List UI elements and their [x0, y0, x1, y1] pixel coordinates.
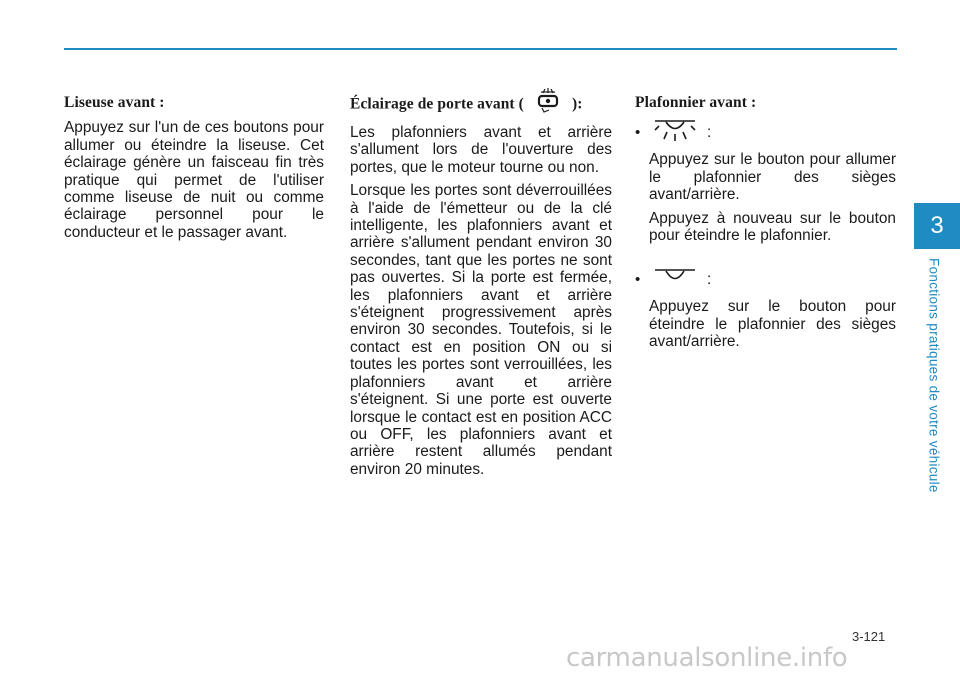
- chapter-number-tab: 3: [914, 203, 960, 249]
- door-light-heading-text: Éclairage de porte avant (: [350, 95, 524, 113]
- header-rule: [64, 48, 897, 50]
- chapter-title-text: Fonctions pratiques de votre véhicule: [926, 258, 942, 493]
- section-heading-ceiling-light: Plafonnier avant :: [635, 94, 757, 111]
- watermark: carmanualsonline.info: [566, 643, 848, 673]
- page-number: 3-121: [852, 629, 886, 644]
- door-light-paragraph-2: Lorsque les portes sont déverrouillées à l'aide de l'émetteur ou de la clé intelligente, les plafonniers avant et arrière s'allument pendant environ 30 secondes, tant que les portes ne sont pas ouvertes. Si la porte est fermée, les plafonniers avant et arrière s'éteignent progressivement après environ 30 secondes. Toutefois, si le contact est en position ON ou si toutes les portes sont verrouillées, les plafonniers avant et arrière s'éteignent. Si une porte est ouverte lorsque le contact est en position ACC ou OFF, les plafonniers avant et arrière restent allumés pendant environ 20 minutes.: [350, 182, 612, 478]
- lamp-on-icon: [649, 117, 701, 147]
- ceiling-light-item-off: [635, 266, 896, 292]
- section-heading-door-light: [350, 94, 612, 116]
- colon: :: [707, 123, 712, 141]
- colon: :: [707, 270, 712, 288]
- column-door-light: [350, 88, 612, 484]
- section-heading-reading-light: Liseuse avant :: [64, 94, 165, 111]
- column-reading-light: [64, 88, 324, 247]
- ceiling-light-on-paragraph-1: Appuyez sur le bouton pour allumer le plafonnier des sièges avant/arrière.: [649, 151, 896, 204]
- ceiling-light-off-paragraph: Appuyez sur le bouton pour éteindre le plafonnier des sièges avant/arrière.: [649, 298, 896, 351]
- chapter-title-vertical: [923, 258, 945, 508]
- door-light-paragraph-1: Les plafonniers avant et arrière s'allument lors de l'ouverture des portes, que le moteur tourne ou non.: [350, 124, 612, 176]
- ceiling-light-item-on: [635, 119, 896, 145]
- ceiling-light-on-paragraph-2: Appuyez à nouveau sur le bouton pour éteindre le plafonnier.: [649, 209, 896, 245]
- column-ceiling-light: [635, 88, 896, 357]
- reading-light-paragraph: Appuyez sur l'un de ces boutons pour allumer ou éteindre la liseuse. Cet éclairage génère un faisceau fin très pratique qui permet de l'utiliser comme liseuse de nuit ou comme éclairage personnel pour le conducteur et le passager avant.: [64, 119, 324, 241]
- lamp-off-icon: [649, 266, 701, 292]
- bullet: •: [635, 123, 641, 141]
- door-lamp-icon: [526, 86, 570, 116]
- bullet: •: [635, 270, 641, 288]
- door-light-heading-suffix: ):: [571, 95, 583, 113]
